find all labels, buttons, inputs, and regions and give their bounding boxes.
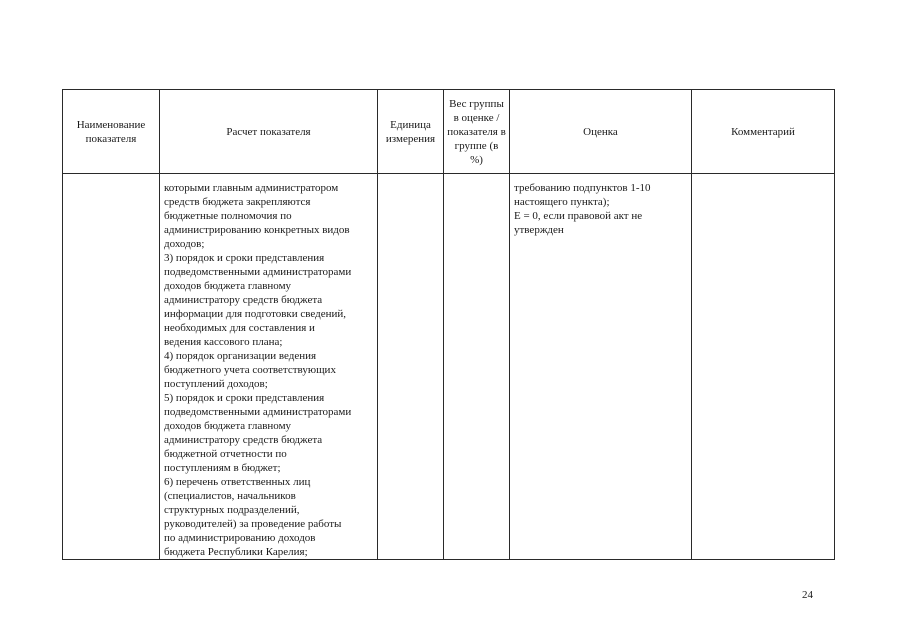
calc-text-line: (специалистов, начальников	[164, 490, 296, 502]
calc-text-line: поступлений доходов;	[164, 378, 268, 390]
cell-comment	[692, 174, 835, 560]
header-calculation: Расчет показателя	[160, 90, 378, 174]
calc-text-line: бюджетные полномочия по	[164, 210, 292, 222]
score-text-line: настоящего пункта);	[514, 196, 610, 208]
indicator-table	[62, 89, 835, 560]
calc-text-line: бюджета Республики Карелия;	[164, 546, 308, 558]
score-text-line: Е = 0, если правовой акт не	[514, 210, 643, 222]
score-text-line: утвержден	[514, 224, 564, 236]
calc-text-line: 3) порядок и сроки представления	[164, 252, 325, 264]
header-comment: Комментарий	[692, 90, 835, 174]
calc-text-line: средств бюджета закрепляются	[164, 196, 311, 208]
calc-text-line: поступлениям в бюджет;	[164, 462, 281, 474]
calc-text-line: структурных подразделений,	[164, 504, 300, 516]
cell-unit	[378, 174, 444, 560]
cell-indicator-name	[63, 174, 160, 560]
header-unit: Единица измерения	[378, 90, 444, 174]
table-row	[63, 174, 835, 560]
page-number: 24	[802, 589, 813, 601]
header-score: Оценка	[510, 90, 692, 174]
calc-text-line: администратору средств бюджета	[164, 434, 323, 446]
calc-text-line: доходов бюджета главному	[164, 280, 292, 292]
calc-text-line: доходов бюджета главному	[164, 420, 292, 432]
calc-text-line: бюджетной отчетности по	[164, 448, 287, 460]
cell-calculation	[160, 174, 378, 560]
table-header-row	[63, 90, 835, 174]
calc-text-line: администратору средств бюджета	[164, 294, 323, 306]
calc-text-line: доходов;	[164, 238, 205, 250]
calc-text-line: по администрированию доходов	[164, 532, 316, 544]
calc-text-line: подведомственными администраторами	[164, 266, 352, 278]
calc-text-line: необходимых для составления и	[164, 322, 315, 334]
calc-text-line: 5) порядок и сроки представления	[164, 392, 325, 404]
calc-text-line: 4) порядок организации ведения	[164, 350, 317, 362]
score-text-line: требованию подпунктов 1-10	[514, 182, 651, 194]
cell-weight	[444, 174, 510, 560]
calc-text-line: подведомственными администраторами	[164, 406, 352, 418]
calc-text-line: 6) перечень ответственных лиц	[164, 476, 311, 488]
cell-score	[510, 174, 692, 560]
calc-text-line: администрированию конкретных видов	[164, 224, 350, 236]
calc-text-line: ведения кассового плана;	[164, 336, 283, 348]
header-indicator-name: Наименование показателя	[63, 90, 160, 174]
calc-text-line: информации для подготовки сведений,	[164, 308, 347, 320]
calc-text-line: которыми главным администратором	[164, 182, 339, 194]
calc-text-line: руководителей) за проведение работы	[164, 518, 342, 530]
header-weight: Вес группы в оценке / показателя в группе (в %)	[444, 90, 510, 174]
calc-text-line: бюджетного учета соответствующих	[164, 364, 336, 376]
